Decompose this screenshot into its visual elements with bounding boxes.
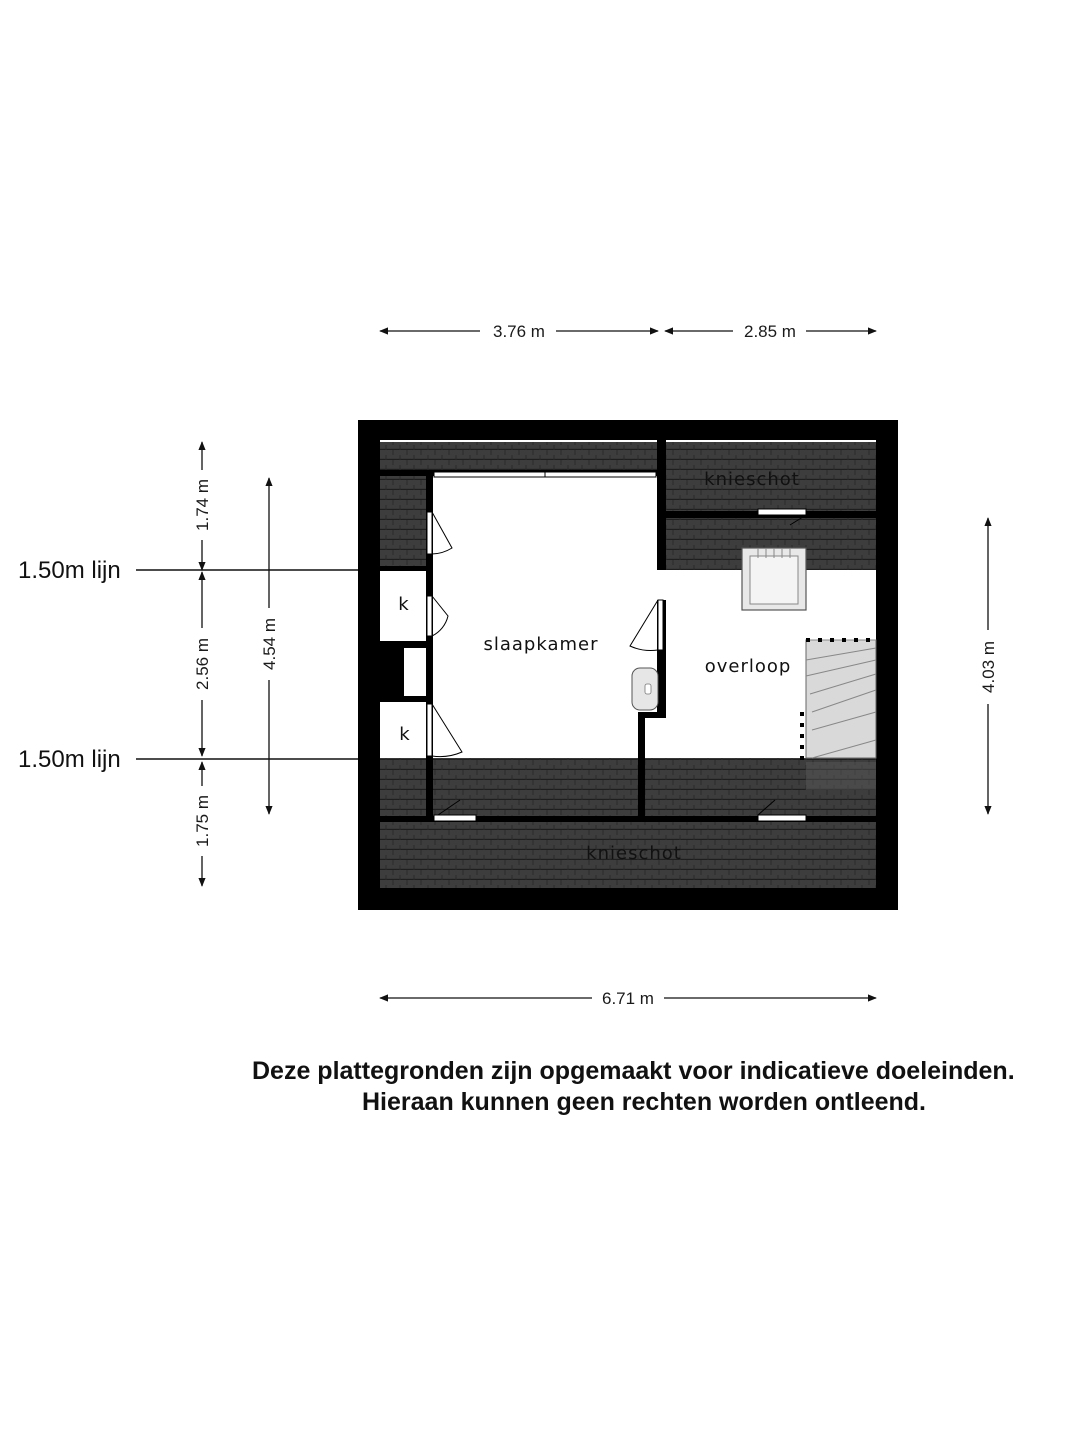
lijn-upper — [18, 557, 358, 584]
dim-right — [979, 518, 998, 814]
wall-kast-divider-2 — [380, 641, 426, 648]
dim-left-middle-text: 2.56 m — [193, 638, 212, 690]
label-kast-lower: k — [399, 724, 411, 745]
dim-left-upper-text: 1.74 m — [193, 479, 212, 531]
label-knieschot-top: knieschot — [704, 469, 800, 490]
wall-kast-divider-3 — [380, 696, 426, 702]
dim-left-total-text: 4.54 m — [260, 618, 279, 670]
disclaimer — [0, 1056, 1080, 1118]
disclaimer-line-1: Deze plattegronden zijn opgemaakt voor indicatieve doeleinden. — [252, 1057, 1015, 1085]
wall-bath-vertical — [638, 714, 645, 816]
lijn-upper-text: 1.50m lijn — [18, 557, 121, 584]
dim-left-lower-text: 1.75 m — [193, 795, 212, 847]
window-bottom-left — [434, 815, 476, 821]
dim-top-left — [380, 322, 658, 341]
dim-right-text: 4.03 m — [979, 641, 998, 693]
dim-left-middle — [193, 572, 212, 756]
disclaimer-line-2: Hieraan kunnen geen rechten worden ontleend. — [362, 1088, 926, 1116]
dim-left-upper — [193, 442, 212, 570]
window-overloop-top — [758, 509, 806, 515]
lijn-lower-text: 1.50m lijn — [18, 746, 121, 773]
roof-bottom-band — [380, 758, 876, 816]
label-overloop: overloop — [704, 656, 792, 677]
wall-left-block — [380, 648, 404, 696]
staircase — [802, 640, 876, 790]
dim-bottom — [380, 989, 876, 1008]
lijn-lower — [18, 746, 358, 773]
skylight-top — [434, 472, 656, 477]
wall-kast-divider-1 — [380, 566, 426, 571]
wall-mid-vertical — [657, 440, 666, 570]
roof-left-upper — [380, 470, 426, 566]
dim-top-right-text: 2.85 m — [744, 322, 796, 341]
window-bottom-right — [758, 815, 806, 821]
label-kast-upper: k — [398, 594, 410, 615]
dim-bottom-text: 6.71 m — [602, 989, 654, 1008]
skylight-overloop — [742, 548, 806, 610]
label-slaapkamer: slaapkamer — [483, 634, 599, 655]
wall-bath-horizontal — [638, 712, 666, 718]
washbasin-icon — [632, 668, 658, 710]
label-knieschot-bottom: knieschot — [586, 843, 682, 864]
roof-top-left — [380, 442, 657, 470]
dim-top-right — [665, 322, 876, 341]
dim-top-left-text: 3.76 m — [493, 322, 545, 341]
dim-left-lower — [193, 762, 212, 886]
dim-left-total — [260, 478, 279, 814]
